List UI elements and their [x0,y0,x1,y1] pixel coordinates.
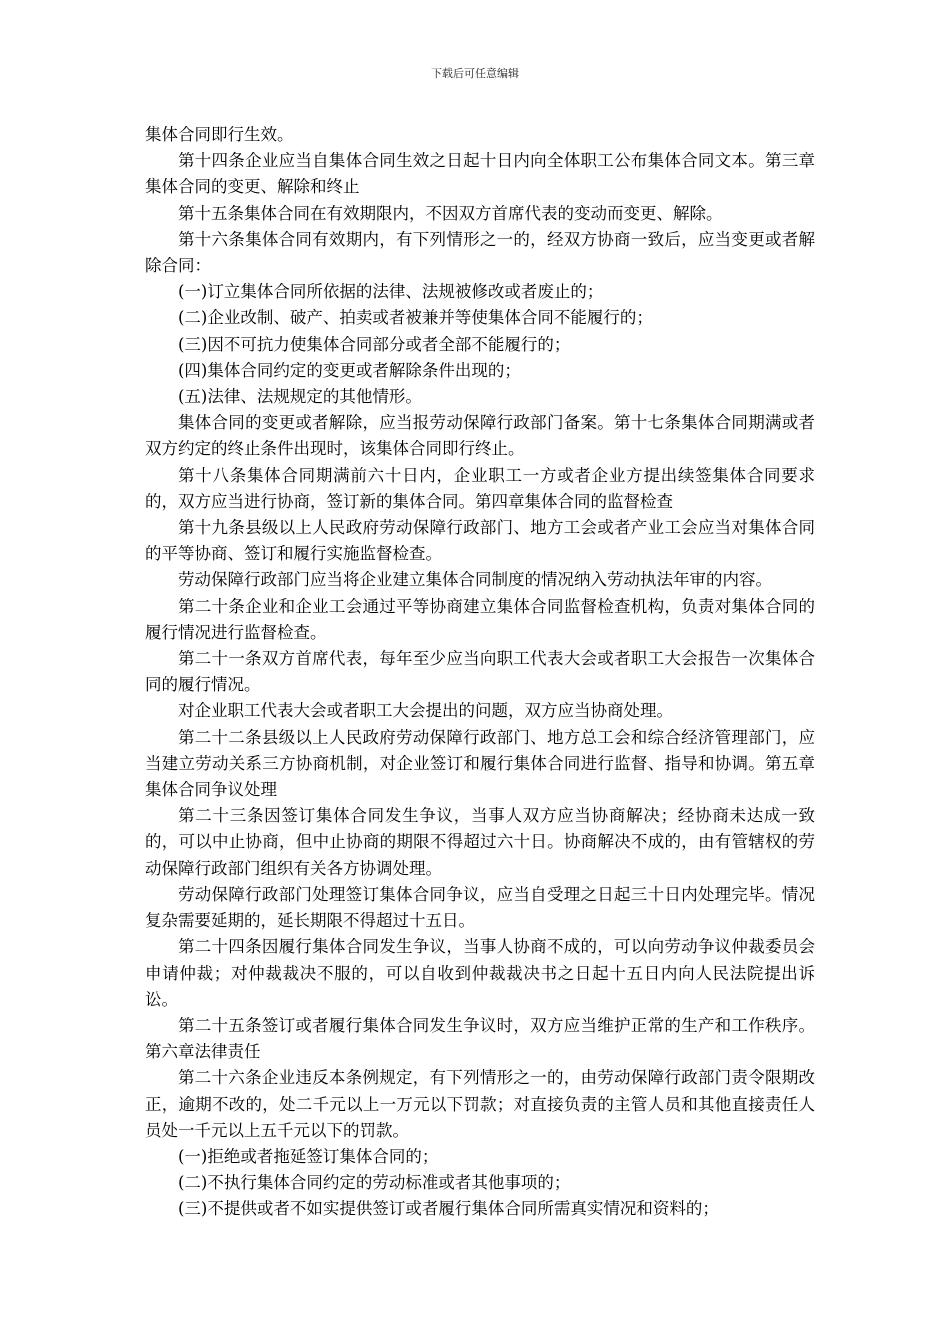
paragraph: 集体合同即行生效。 [145,125,294,144]
list-item: (一)订立集体合同所依据的法律、法规被修改或者废止的； [178,282,604,302]
paragraph: 第二十五条签订或者履行集体合同发生争议时，双方应当维护正常的生产和工作秩序。第六章法律责任 [145,1015,815,1062]
paragraph: 第十九条县级以上人民政府劳动保障行政部门、地方工会或者产业工会应当对集体合同的平等协商、签订和履行实施监督检查。 [145,518,815,564]
list-item: (五)法律、法规规定的其他情形。 [178,387,422,407]
paragraph: 第十四条企业应当自集体合同生效之日起十日内向全体职工公布集体合同文本。第三章集体合同的变更、解除和终止 [145,151,815,197]
paragraph: 第二十四条因履行集体合同发生争议，当事人协商不成的，可以向劳动争议仲裁委员会申请仲裁；对仲裁裁决不服的，可以自收到仲裁裁决书之日起十五日内向人民法院提出诉讼。 [145,937,815,1009]
document-body [145,122,815,1223]
paragraph: 第十五条集体合同在有效期限内，不因双方首席代表的变动而变更、解除。 [178,203,723,223]
paragraph: 第二十一条双方首席代表，每年至少应当向职工代表大会或者职工大会报告一次集体合同的履行情况。 [145,649,815,695]
page-header: 下载后可任意编辑 [431,67,519,80]
paragraph: 第十六条集体合同有效期内，有下列情形之一的，经双方协商一致后，应当变更或者解除合同： [145,229,815,276]
list-item: (三)不提供或者不如实提供签订或者履行集体合同所需真实情况和资料的； [178,1199,719,1219]
paragraph: 第二十三条因签订集体合同发生争议，当事人双方应当协商解决；经协商未达成一致的，可以中止协商，但中止协商的期限不得超过六十日。协商解决不成的，由有管辖权的劳动保障行政部门组织有关各方协调处理。 [145,806,815,878]
paragraph: 劳动保障行政部门处理签订集体合同争议，应当自受理之日起三十日内处理完毕。情况复杂需要延期的，延长期限不得超过十五日。 [145,884,815,931]
paragraph: 劳动保障行政部门应当将企业建立集体合同制度的情况纳入劳动执法年审的内容。 [178,570,772,590]
paragraph: 第二十二条县级以上人民政府劳动保障行政部门、地方总工会和综合经济管理部门，应当建立劳动关系三方协商机制，对企业签订和履行集体合同进行监督、指导和协调。第五章集体合同争议处理 [145,727,815,800]
paragraph: 第二十六条企业违反本条例规定，有下列情形之一的，由劳动保障行政部门责令限期改正，逾期不改的，处二千元以上一万元以下罚款；对直接负责的主管人员和其他直接责任人员处一千元以上五千元以下的罚款。 [145,1068,815,1140]
list-item: (一)拒绝或者拖延签订集体合同的； [178,1146,439,1166]
paragraph: 对企业职工代表大会或者职工大会提出的问题，双方应当协商处理。 [178,701,673,721]
list-item: (二)不执行集体合同约定的劳动标准或者其他事项的； [178,1173,571,1193]
list-item: (三)因不可抗力使集体合同部分或者全部不能履行的； [178,334,571,354]
list-item: (四)集体合同约定的变更或者解除条件出现的； [178,360,521,380]
paragraph: 第十八条集体合同期满前六十日内，企业职工一方或者企业方提出续签集体合同要求的，双方应当进行协商，签订新的集体合同。第四章集体合同的监督检查 [145,465,815,511]
paragraph: 第二十条企业和企业工会通过平等协商建立集体合同监督检查机构，负责对集体合同的履行情况进行监督检查。 [145,596,815,642]
paragraph: 集体合同的变更或者解除，应当报劳动保障行政部门备案。第十七条集体合同期满或者双方约定的终止条件出现时，该集体合同即行终止。 [145,413,815,459]
list-item: (二)企业改制、破产、拍卖或者被兼并等使集体合同不能履行的； [178,308,653,328]
